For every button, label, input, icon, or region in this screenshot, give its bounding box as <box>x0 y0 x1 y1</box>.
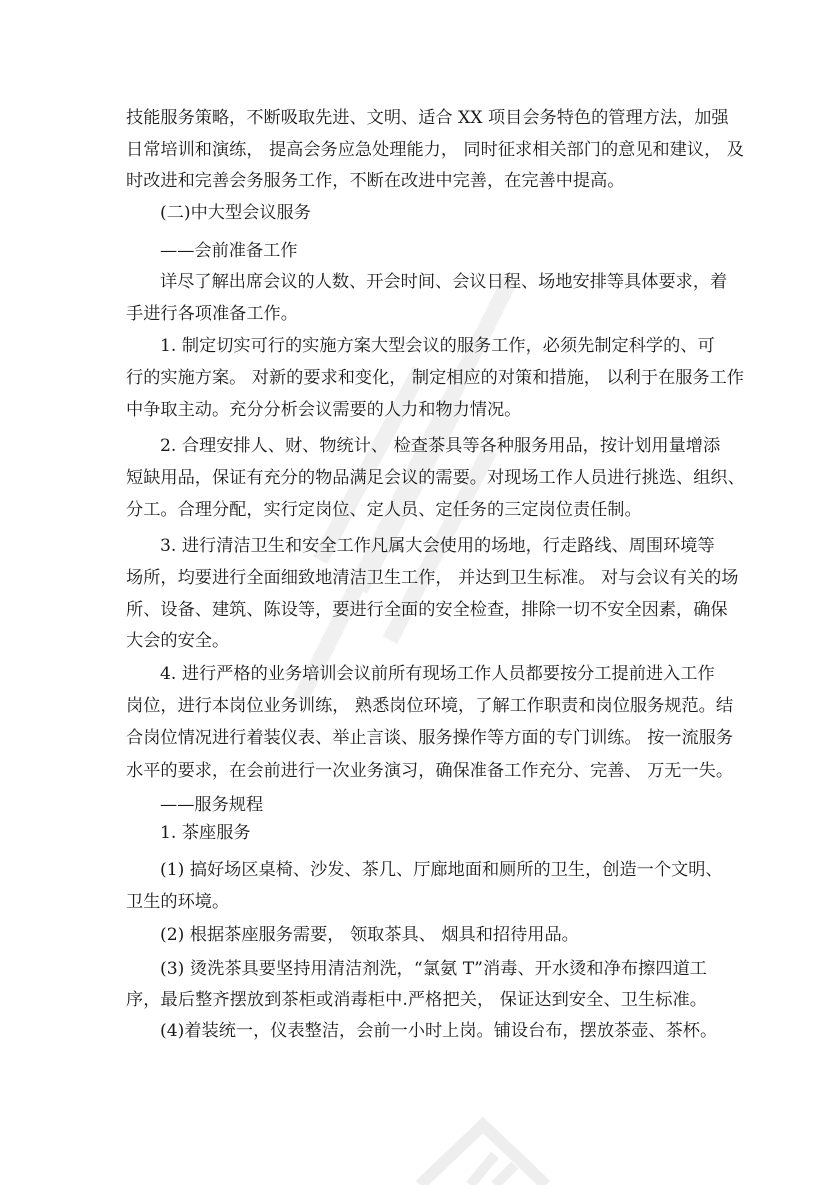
text-line: 场所，均要进行全面细致地清洁卫生工作， 并达到卫生标准。 对与会议有关的场 <box>126 568 739 588</box>
text-line: (2) 根据茶座服务需要， 领取茶具、 烟具和招待用品。 <box>160 925 579 945</box>
text-line: 1. 茶座服务 <box>160 823 251 843</box>
text-line: 行的实施方案。 对新的要求和变化， 制定相应的对策和措施， 以利于在服务工作 <box>126 368 744 388</box>
text-line: 1. 制定切实可行的实施方案大型会议的服务工作，必须先制定科学的、可 <box>160 336 715 356</box>
text-line: 岗位，进行本岗位业务训练， 熟悉岗位环境，了解工作职责和岗位服务规范。结 <box>126 696 734 716</box>
text-line: 2. 合理安排人、财、物统计、 检查茶具等各种服务用品，按计划用量增添 <box>160 436 721 456</box>
text-line: 技能服务策略，不断吸取先进、文明、适合 XX 项目会务特色的管理方法，加强 <box>126 108 729 128</box>
text-line: 4. 进行严格的业务培训会议前所有现场工作人员都要按分工提前进入工作 <box>160 664 715 684</box>
text-line: (1) 搞好场区桌椅、沙发、茶几、厅廊地面和厕所的卫生，创造一个文明、 <box>160 860 723 880</box>
text-line: 分工。合理分配，实行定岗位、定人员、定任务的三定岗位责任制。 <box>126 500 642 520</box>
text-line: 日常培训和演练， 提高会务应急处理能力， 同时征求相关部门的意见和建议， 及 <box>126 140 744 160</box>
text-line: ——会前准备工作 <box>160 241 298 261</box>
text-line: 合岗位情况进行着装仪表、举止言谈、服务操作等方面的专门训练。 按一流服务 <box>126 728 734 748</box>
text-line: 短缺用品，保证有充分的物品满足会议的需要。对现场工作人员进行挑选、组织、 <box>126 468 745 488</box>
text-line: 详尽了解出席会议的人数、开会时间、会议日程、场地安排等具体要求，着 <box>160 272 728 292</box>
watermark-bottom-icon <box>400 1115 600 1185</box>
text-line: (二)中大型会议服务 <box>160 203 311 223</box>
text-line: 时改进和完善会务服务工作，不断在改进中完善，在完善中提高。 <box>126 171 625 191</box>
text-line: 卫生的环境。 <box>126 892 230 912</box>
text-line: 3. 进行清洁卫生和安全工作凡属大会使用的场地，行走路线、周围环境等 <box>160 536 715 556</box>
text-line: (3) 烫洗茶具要坚持用清洁剂洗，“氯氨 T”消毒、开水烫和净布擦四道工 <box>160 959 707 979</box>
text-line: 手进行各项准备工作。 <box>126 304 298 324</box>
text-line: 序，最后整齐摆放到茶柜或消毒柜中.严格把关， 保证达到安全、卫生标准。 <box>126 990 707 1010</box>
text-line: 大会的安全。 <box>126 631 230 651</box>
text-line: 所、设备、建筑、陈设等，要进行全面的安全检查，排除一切不安全因素，确保 <box>126 600 728 620</box>
text-line: (4)着装统一，仪表整洁，会前一小时上岗。铺设台布，摆放茶壶、茶杯。 <box>160 1021 718 1041</box>
text-line: 中争取主动。充分分析会议需要的人力和物力情况。 <box>126 400 522 420</box>
text-line: ——服务规程 <box>160 795 264 815</box>
text-line: 水平的要求，在会前进行一次业务演习，确保准备工作充分、完善、 万无一失。 <box>126 761 734 781</box>
